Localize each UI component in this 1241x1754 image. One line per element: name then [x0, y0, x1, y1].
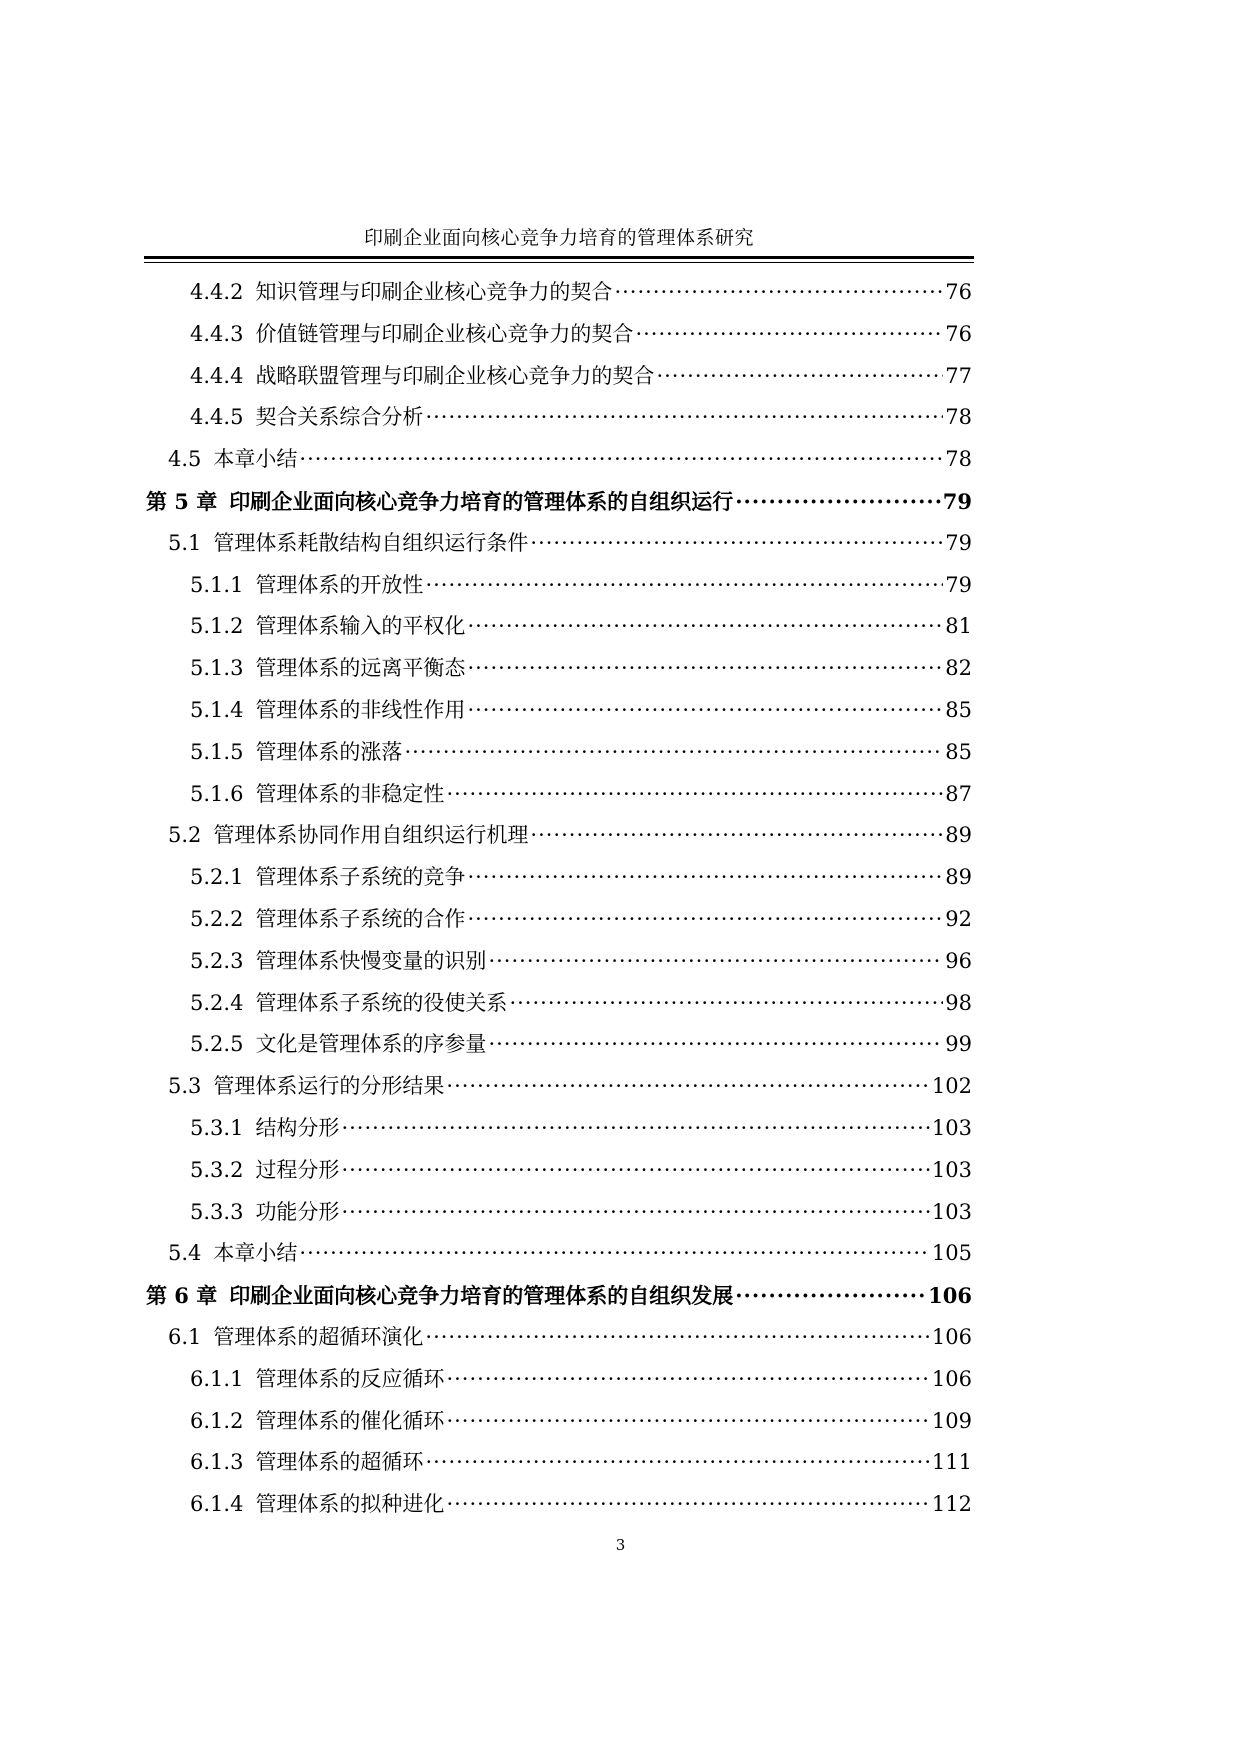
toc-dot-leader [446, 1484, 929, 1526]
toc-entry-number: 5.1.6 [190, 781, 244, 806]
toc-entry-page: 103 [931, 1115, 972, 1140]
toc-entry-title: 管理体系的非线性作用 [255, 697, 466, 722]
toc-entry-page: 102 [931, 1074, 972, 1099]
toc-entry-number: 5.2.5 [190, 1032, 244, 1057]
toc-dot-leader [425, 1317, 930, 1359]
toc-entry-page: 111 [931, 1450, 972, 1475]
toc-entry[interactable] [146, 648, 972, 690]
toc-entry-page: 92 [945, 906, 972, 931]
toc-entry[interactable] [146, 397, 972, 439]
toc-entry-number: 5.2 [168, 823, 202, 848]
toc-entry-number: 5.2.1 [190, 865, 244, 890]
toc-entry-page: 85 [945, 697, 972, 722]
toc-entry-title: 管理体系的催化循环 [255, 1408, 445, 1433]
header-rule-thin [144, 262, 974, 263]
toc-entry-number: 5.1.1 [190, 572, 244, 597]
toc-entry-title: 过程分形 [255, 1157, 340, 1182]
toc-entry-title: 文化是管理体系的序参量 [255, 1032, 487, 1057]
toc-dot-leader [467, 690, 943, 732]
toc-dot-leader [614, 272, 943, 314]
toc-dot-leader [404, 732, 943, 774]
toc-dot-leader [446, 774, 943, 816]
toc-dot-leader [530, 523, 943, 565]
toc-entry-page: 85 [945, 739, 972, 764]
toc-entry-title: 知识管理与印刷企业核心竞争力的契合 [255, 280, 613, 304]
toc-entry[interactable] [146, 1359, 972, 1401]
toc-entry-page: 78 [945, 447, 972, 472]
toc-entry[interactable] [146, 857, 972, 899]
toc-entry-page: 96 [945, 948, 972, 973]
toc-entry[interactable] [146, 690, 972, 732]
toc-entry-number: 5.2.3 [190, 948, 244, 973]
toc-entry-page: 76 [945, 321, 972, 346]
toc-entry[interactable] [146, 523, 972, 565]
toc-entry-number: 6.1.2 [190, 1408, 244, 1433]
toc-entry-title: 功能分形 [255, 1199, 340, 1224]
toc-dot-leader [425, 397, 943, 439]
toc-entry-title: 管理体系输入的平权化 [255, 614, 466, 639]
toc-entry-title: 管理体系的远离平衡态 [255, 656, 466, 681]
toc-entry-number: 第 5 章 [146, 488, 218, 514]
toc-entry[interactable] [146, 815, 972, 857]
toc-entry-title: 结构分形 [255, 1115, 340, 1140]
toc-entry-number: 4.4.3 [190, 321, 244, 346]
toc-entry-title: 印刷企业面向核心竞争力培育的管理体系的自组织发展 [229, 1283, 734, 1309]
toc-entry[interactable] [146, 439, 972, 481]
toc-dot-leader [509, 983, 943, 1025]
toc-entry-title: 管理体系子系统的竞争 [255, 865, 466, 890]
toc-entry-number: 4.4.5 [190, 405, 244, 430]
toc-entry-title: 管理体系的超循环 [255, 1450, 424, 1475]
toc-dot-leader [425, 1442, 929, 1484]
toc-chapter-entry[interactable] [146, 1275, 972, 1317]
toc-entry-title: 印刷企业面向核心竞争力培育的管理体系的自组织运行 [229, 488, 734, 514]
toc-dot-leader [467, 899, 943, 941]
toc-dot-leader [530, 815, 943, 857]
toc-entry-number: 5.3.2 [190, 1157, 244, 1182]
toc-entry-number: 5.4 [168, 1241, 202, 1266]
toc-entry-number: 4.5 [168, 447, 202, 472]
toc-dot-leader [341, 1108, 929, 1150]
toc-entry-title: 价值链管理与印刷企业核心竞争力的契合 [255, 321, 634, 346]
toc-entry-page: 87 [945, 781, 972, 806]
toc-dot-leader [735, 481, 941, 523]
toc-entry-page: 89 [945, 823, 972, 848]
toc-entry-title: 管理体系的开放性 [255, 572, 424, 597]
toc-entry-title: 管理体系协同作用自组织运行机理 [213, 823, 529, 848]
toc-entry-page: 82 [945, 656, 972, 681]
toc-entry-page: 109 [931, 1408, 972, 1433]
toc-entry-title: 管理体系运行的分形结果 [213, 1074, 445, 1099]
toc-entry-title: 管理体系子系统的役使关系 [255, 990, 508, 1015]
toc-entry[interactable] [146, 272, 972, 314]
toc-dot-leader [299, 439, 943, 481]
toc-entry-number: 5.1.2 [190, 614, 244, 639]
toc-entry-title: 管理体系的非稳定性 [255, 781, 445, 806]
toc-entry[interactable] [146, 1401, 972, 1443]
toc-entry-number: 4.4.4 [190, 363, 244, 388]
toc-entry-title: 管理体系的超循环演化 [213, 1324, 424, 1349]
toc-dot-leader [656, 356, 943, 398]
toc-entry-page: 79 [942, 488, 972, 514]
page-number: 3 [615, 1536, 626, 1554]
toc-entry[interactable] [146, 1192, 972, 1234]
toc-entry[interactable] [146, 356, 972, 398]
toc-dot-leader [425, 565, 943, 607]
toc-entry[interactable] [146, 732, 972, 774]
toc-entry-title: 管理体系耗散结构自组织运行条件 [213, 530, 529, 555]
toc-entry-page: 78 [945, 405, 972, 430]
toc-entry-page: 103 [931, 1199, 972, 1224]
toc-entry-page: 106 [931, 1366, 972, 1391]
toc-entry-title: 本章小结 [213, 447, 298, 472]
toc-dot-leader [446, 1066, 930, 1108]
toc-chapter-entry[interactable] [146, 481, 972, 523]
toc-entry-page: 79 [945, 572, 972, 597]
toc-entry-title: 本章小结 [213, 1241, 298, 1266]
toc-dot-leader [488, 941, 943, 983]
running-header: 印刷企业面向核心竞争力培育的管理体系研究 [363, 227, 754, 249]
toc-entry-number: 5.1 [168, 530, 202, 555]
toc-entry-page: 112 [931, 1492, 972, 1517]
toc-entry[interactable] [146, 1233, 972, 1275]
table-of-contents [146, 272, 972, 1526]
toc-entry-number: 5.1.3 [190, 656, 244, 681]
toc-dot-leader [341, 1192, 929, 1234]
toc-entry-title: 战略联盟管理与印刷企业核心竞争力的契合 [255, 363, 655, 388]
toc-entry[interactable] [146, 314, 972, 356]
toc-entry[interactable] [146, 1442, 972, 1484]
toc-entry-title: 管理体系的涨落 [255, 739, 403, 764]
toc-entry[interactable] [146, 1317, 972, 1359]
toc-entry[interactable] [146, 606, 972, 648]
toc-entry-title: 管理体系的反应循环 [255, 1366, 445, 1391]
toc-entry-number: 6.1.3 [190, 1450, 244, 1475]
toc-entry[interactable] [146, 899, 972, 941]
toc-entry-number: 5.2.4 [190, 990, 244, 1015]
toc-entry-number: 5.2.2 [190, 906, 244, 931]
toc-entry-page: 79 [945, 530, 972, 555]
toc-entry-title: 契合关系综合分析 [255, 405, 424, 430]
toc-entry-number: 4.4.2 [190, 280, 244, 304]
toc-dot-leader [341, 1150, 929, 1192]
toc-entry-number: 5.1.5 [190, 739, 244, 764]
toc-dot-leader [735, 1275, 926, 1317]
toc-entry[interactable] [146, 1024, 972, 1066]
toc-dot-leader [488, 1024, 943, 1066]
toc-dot-leader [467, 857, 943, 899]
toc-entry-page: 98 [945, 990, 972, 1015]
toc-entry[interactable] [146, 941, 972, 983]
toc-entry-number: 6.1.1 [190, 1366, 244, 1391]
toc-entry-number: 6.1.4 [190, 1492, 244, 1517]
header-rule-thick [144, 256, 974, 259]
toc-entry-number: 5.3 [168, 1074, 202, 1099]
toc-entry-number: 5.3.3 [190, 1199, 244, 1224]
toc-entry-number: 第 6 章 [146, 1283, 218, 1309]
toc-entry-page: 99 [945, 1032, 972, 1057]
toc-entry-number: 5.1.4 [190, 697, 244, 722]
toc-entry-page: 81 [945, 614, 972, 639]
toc-dot-leader [446, 1401, 929, 1443]
toc-entry[interactable] [146, 1150, 972, 1192]
toc-entry-page: 103 [931, 1157, 972, 1182]
toc-dot-leader [446, 1359, 929, 1401]
toc-entry-page: 89 [945, 865, 972, 890]
toc-entry-title: 管理体系快慢变量的识别 [255, 948, 487, 973]
toc-entry[interactable] [146, 565, 972, 607]
toc-entry[interactable] [146, 774, 972, 816]
toc-entry-page: 76 [945, 280, 972, 304]
toc-entry[interactable] [146, 1066, 972, 1108]
toc-entry-title: 管理体系的拟种进化 [255, 1492, 445, 1517]
toc-entry[interactable] [146, 1108, 972, 1150]
toc-dot-leader [467, 648, 943, 690]
toc-entry-page: 105 [931, 1241, 972, 1266]
toc-entry-number: 6.1 [168, 1324, 202, 1349]
toc-entry-number: 5.3.1 [190, 1115, 244, 1140]
toc-entry[interactable] [146, 983, 972, 1025]
toc-entry-page: 106 [928, 1283, 972, 1309]
toc-entry-page: 106 [931, 1324, 972, 1349]
toc-entry[interactable] [146, 1484, 972, 1526]
toc-dot-leader [467, 606, 943, 648]
toc-dot-leader [635, 314, 943, 356]
toc-dot-leader [299, 1233, 930, 1275]
toc-entry-page: 77 [945, 363, 972, 388]
toc-entry-title: 管理体系子系统的合作 [255, 906, 466, 931]
